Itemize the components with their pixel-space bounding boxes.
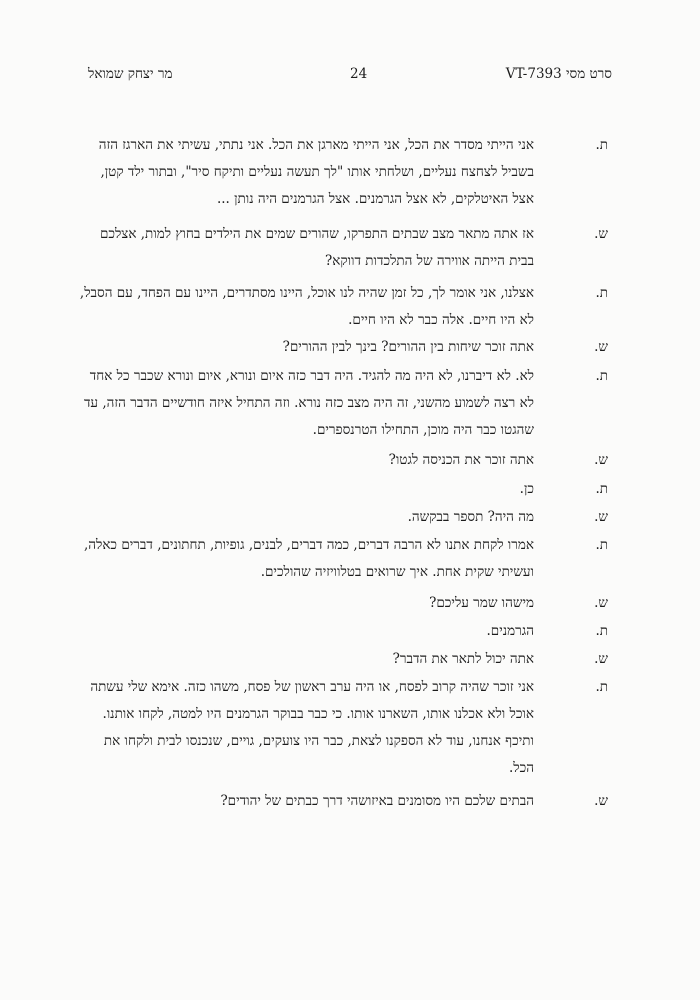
- speaker-label: ש.: [594, 793, 608, 809]
- text-line: שהגטו כבר היה מוכן, התחילו הטרנספרים.: [312, 422, 534, 438]
- text-line: אתה יכול לתאר את הדבר?: [392, 651, 534, 667]
- turn-text: [134, 646, 534, 673]
- turn-text: [134, 447, 534, 474]
- turn-text: [134, 504, 534, 531]
- turn-text: [99, 221, 534, 275]
- turn-text: [83, 363, 534, 444]
- speaker-label: ש.: [594, 226, 608, 242]
- text-line: הגרמנים.: [486, 623, 534, 639]
- speaker-label: ש.: [594, 452, 608, 468]
- speaker-label: ת.: [595, 623, 608, 639]
- text-line: הבתים שלכם היו מסומנים באיזושהי דרך כבתים של יהודים?: [220, 793, 534, 809]
- text-line: אוכל ולא אכלנו אותו, השארנו אותו. כי כבר בבוקר הגרמנים היו למטה, לקחו אותנו.: [102, 706, 534, 722]
- page-header: [0, 66, 700, 90]
- speaker-label: ת.: [595, 285, 608, 301]
- text-line: מישהו שמר עליכם?: [429, 595, 534, 611]
- text-line: אני הייתי מסדר את הכל, אני הייתי מארגן את הכל. אני נתתי, עשיתי את הארגז הזה: [98, 137, 534, 153]
- speaker-label: ת.: [595, 137, 608, 153]
- text-line: אז אתה מתאר מצב שבתים התפרקו, שהורים שמים את הילדים בחוץ למות, אצלכם: [99, 226, 534, 242]
- speaker-label: ת.: [595, 537, 608, 553]
- text-line: אצל האיטלקים, לא אצל הגרמנים. אצל הגרמנים היה נותן ...: [216, 191, 534, 207]
- text-line: אתה זוכר שיחות בין ההורים? בינך לבין ההורים?: [282, 339, 534, 355]
- turn-text: [79, 280, 534, 334]
- turn-text: [134, 334, 534, 361]
- turn-text: [134, 788, 534, 815]
- text-line: לא. לא דיברנו, לא היה מה להגיד. היה דבר כזה איום ונורא, איום ונורא שכבר כל אחד: [89, 368, 534, 384]
- header-tape-number: סרט מסי VT-7393: [505, 66, 612, 82]
- speaker-label: ש.: [594, 595, 608, 611]
- turn-text: [134, 618, 534, 645]
- speaker-label: ש.: [594, 509, 608, 525]
- turn-text: [134, 476, 534, 503]
- turn-text: [134, 590, 534, 617]
- turn-text: [98, 132, 534, 213]
- speaker-label: ת.: [595, 368, 608, 384]
- speaker-label: ת.: [595, 679, 608, 695]
- speaker-label: ש.: [594, 339, 608, 355]
- text-line: ועשיתי שקית אחת. איך שרואים בטלוויזיה שהולכים.: [260, 564, 534, 580]
- text-line: ותיכף אנחנו, עוד לא הספקנו לצאת, כבר היו צועקים, גויים, שנכנסו לבית ולקחו את: [103, 733, 534, 749]
- speaker-label: ת.: [595, 481, 608, 497]
- page-number: 24: [350, 66, 368, 82]
- speaker-label: ש.: [594, 651, 608, 667]
- text-line: מה היה? תספר בבקשה.: [407, 509, 534, 525]
- text-line: אני זוכר שהיה קרוב לפסח, או היה ערב ראשון של פסח, משהו כזה. אימא שלי עשתה: [90, 679, 534, 695]
- text-line: לא היו חיים. אלה כבר לא היו חיים.: [348, 312, 534, 328]
- text-line: בשביל לצחצח נעליים, ושלחתי אותו "לך תעשה נעליים ותיקח סיר", ובתור ילד קטן,: [100, 164, 534, 180]
- text-line: בבית הייתה אווירה של התלכדות דווקא?: [325, 253, 534, 269]
- text-line: אצלנו, אני אומר לך, כל זמן שהיה לנו אוכל, היינו מסתדרים, היינו עם הפחד, עם הסבל,: [79, 285, 534, 301]
- text-line: אתה זוכר את הכניסה לגטו?: [388, 452, 534, 468]
- turn-text: [83, 532, 534, 586]
- text-line: כן.: [519, 481, 534, 497]
- text-line: אמרו לקחת אתנו לא הרבה דברים, כמה דברים, לבנים, גופיות, תחתונים, דברים כאלה,: [83, 537, 534, 553]
- header-witness-name: מר יצחק שמואל: [88, 66, 173, 82]
- text-line: הכל.: [509, 760, 534, 776]
- turn-text: [90, 674, 534, 782]
- text-line: לא רצה לשמוע מהשני, זה היה מצב כזה נורא. וזה התחיל איזה חודשיים הדבר הזה, עד: [83, 395, 534, 411]
